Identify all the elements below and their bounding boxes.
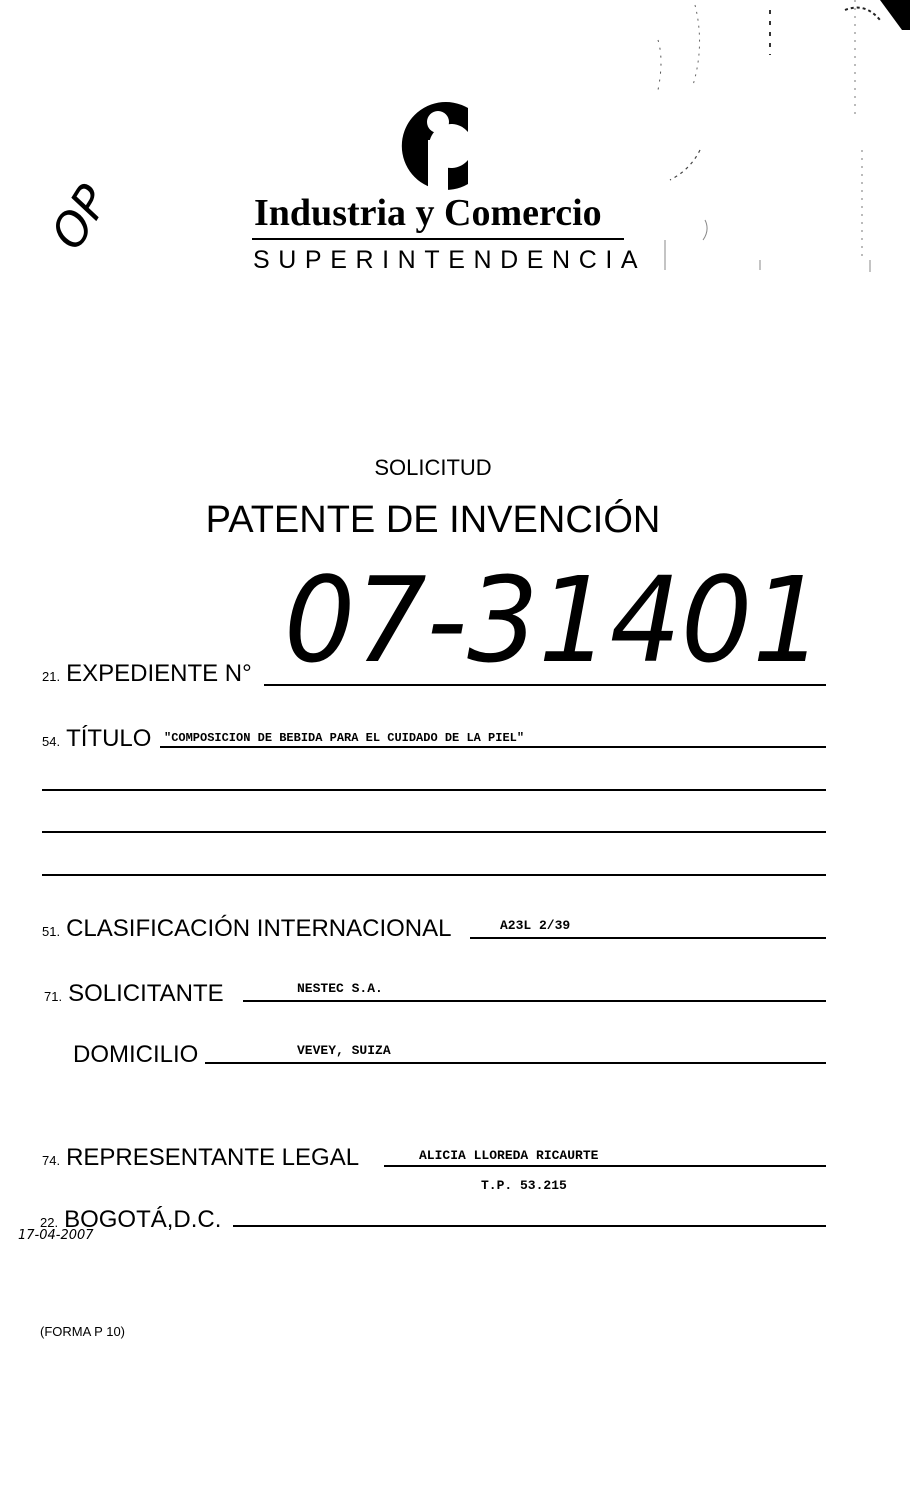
bogota-label: 22. BOGOTÁ,D.C. bbox=[40, 1206, 222, 1233]
titulo-line-4 bbox=[42, 874, 826, 876]
titulo-line bbox=[160, 746, 826, 748]
brand-divider bbox=[252, 238, 624, 240]
form-kicker: SOLICITUD bbox=[374, 455, 492, 480]
clasificacion-value: A23L 2/39 bbox=[500, 918, 571, 933]
filing-date: 17-04-2007 bbox=[18, 1228, 94, 1243]
solicitante-label: 71. SOLICITANTE bbox=[44, 980, 224, 1007]
representante-value: ALICIA LLOREDA RICAURTE bbox=[419, 1148, 599, 1163]
sic-logo-icon bbox=[388, 96, 480, 196]
expediente-label: 21. EXPEDIENTE N° bbox=[42, 660, 252, 687]
form-title: PATENTE DE INVENCIÓN bbox=[205, 499, 661, 541]
scan-noise bbox=[640, 0, 910, 300]
representante-line bbox=[384, 1165, 826, 1167]
handwritten-mark: OP bbox=[40, 175, 120, 259]
titulo-value: "COMPOSICION DE BEBIDA PARA EL CUIDADO DE LA PIEL" bbox=[164, 731, 525, 745]
representante-tp: T.P. 53.215 bbox=[481, 1178, 567, 1193]
brand-subtitle: SUPERINTENDENCIA bbox=[253, 246, 647, 274]
representante-label: 74. REPRESENTANTE LEGAL bbox=[42, 1144, 360, 1171]
clasificacion-line bbox=[470, 937, 826, 939]
titulo-line-2 bbox=[42, 789, 826, 791]
titulo-line-3 bbox=[42, 831, 826, 833]
solicitante-value: NESTEC S.A. bbox=[297, 981, 383, 996]
domicilio-line bbox=[205, 1062, 826, 1064]
expediente-number: 07-31401 bbox=[284, 551, 824, 689]
domicilio-value: VEVEY, SUIZA bbox=[297, 1043, 391, 1058]
titulo-label: 54. TÍTULO bbox=[42, 725, 152, 752]
brand-name: Industria y Comercio bbox=[254, 192, 602, 234]
solicitante-line bbox=[243, 1000, 826, 1002]
bogota-line bbox=[233, 1225, 826, 1227]
form-code: (FORMA P 10) bbox=[40, 1324, 126, 1339]
clasificacion-label: 51. CLASIFICACIÓN INTERNACIONAL bbox=[42, 915, 452, 942]
domicilio-label: DOMICILIO bbox=[73, 1041, 199, 1068]
